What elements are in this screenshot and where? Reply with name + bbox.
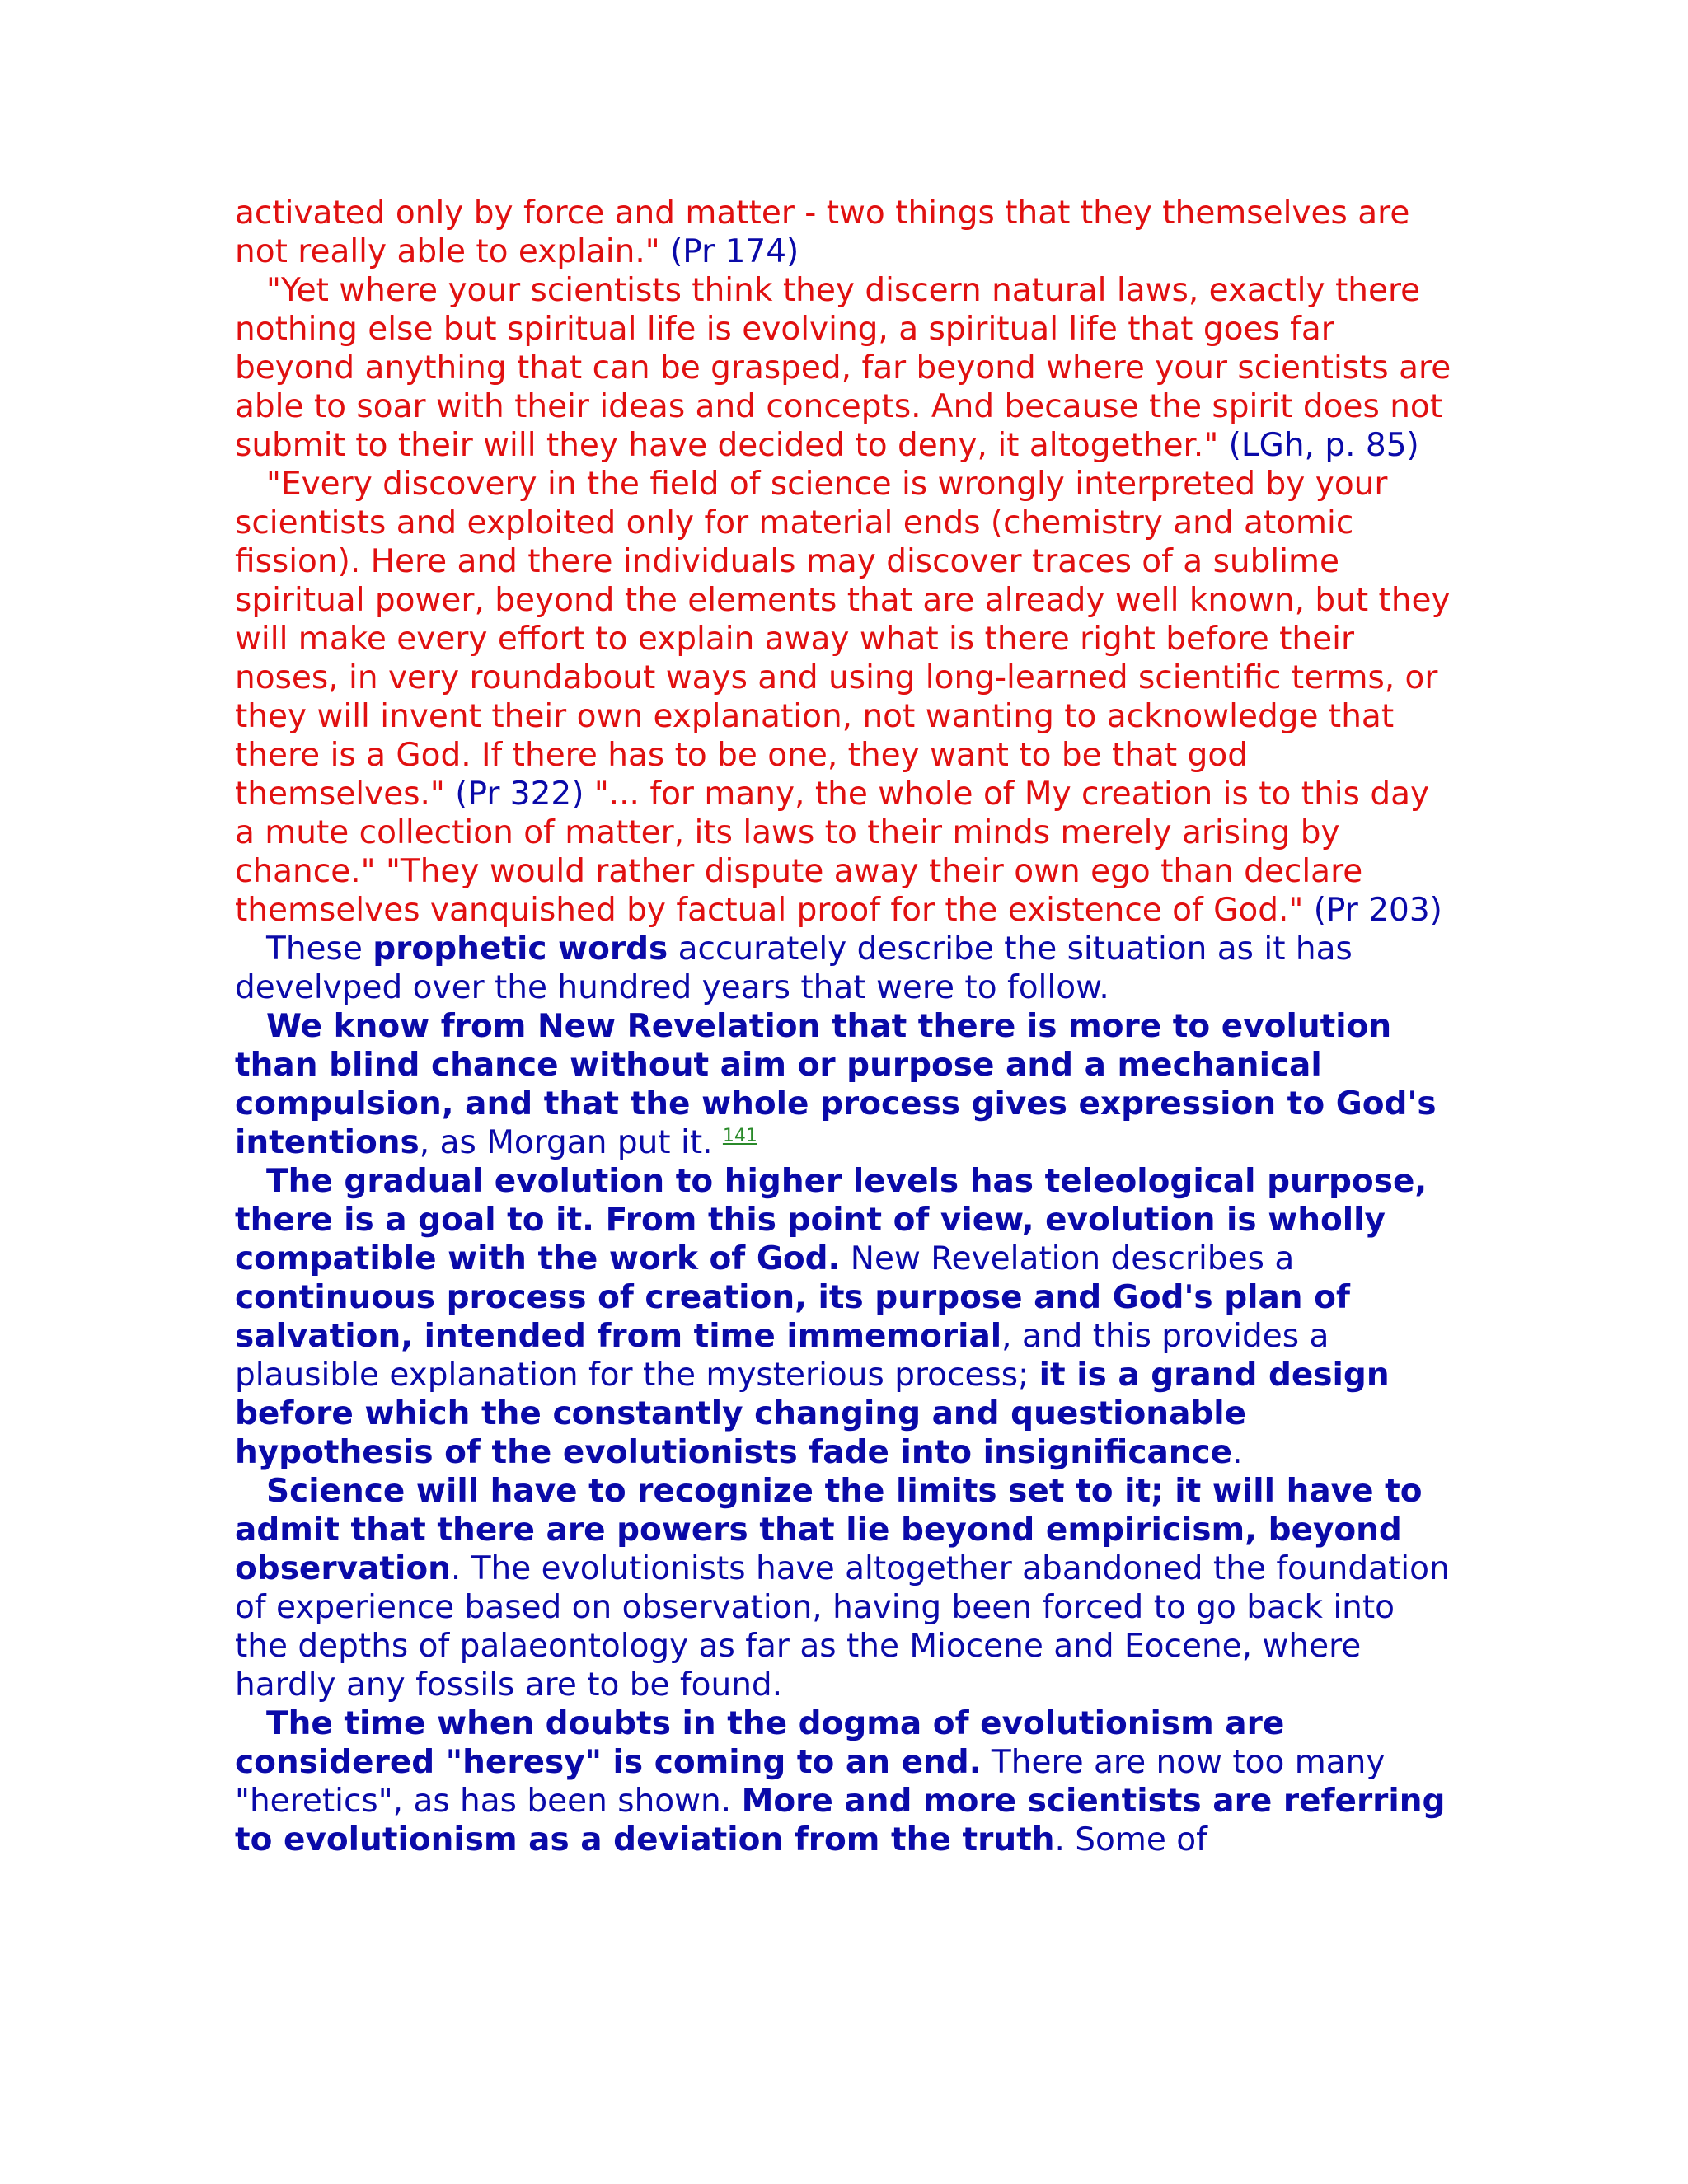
bold-text: We know from New Revelation that there is more to evolution than blind chance without aim or purpose and a mechanical compulsion, and that the whole process gives expression to God's intentions: [235, 1008, 1437, 1161]
quote-text: activated only by force and matter - two things that they themselves are not really able to explain.": [235, 194, 1410, 270]
paragraph-prophetic-words: [235, 930, 1455, 1007]
quote-text: "... for many, the whole of My creation is to this day a mute collection of matter, its laws to their minds merely arising by chance." "They would rather dispute away their own ego than declare themselves vanquished by factual proof for the existence of God.": [235, 776, 1430, 929]
bold-text: The time when doubts in the dogma of evolutionism are considered "heresy" is coming to an end.: [235, 1705, 1285, 1781]
bold-text: More and more scientists are referring to evolutionism as a deviation from the truth: [235, 1783, 1446, 1858]
quote-text: "Yet where your scientists think they discern natural laws, exactly there nothing else but spiritual life is evolving, a spiritual life that goes far beyond anything that can be grasped, far beyond where your scientists are able to soar with their ideas and concepts. And because the spirit does not submit to their will they have decided to deny, it altogether.": [235, 272, 1451, 464]
body-text: , as Morgan put it.: [419, 1124, 723, 1161]
bold-text: prophetic words: [373, 930, 668, 968]
bold-text: continuous process of creation, its purpose and God's plan of salvation, intended from time immemorial: [235, 1279, 1350, 1355]
body-text: These: [266, 930, 373, 968]
paragraph-science-limits: [235, 1472, 1455, 1704]
bold-text: it is a grand design before which the constantly changing and questionable hypothesis of the evolutionists fade into insignificance: [235, 1357, 1390, 1471]
document-page: [235, 194, 1455, 1859]
paragraph-quote-pr322: [235, 465, 1455, 930]
body-text: There are now too many "heretics", as has been shown.: [235, 1744, 1386, 1820]
body-text: , and this provides a plausible explanation for the mysterious process;: [235, 1318, 1329, 1394]
body-text: New Revelation describes a: [840, 1240, 1295, 1277]
citation: (LGh, p. 85): [1228, 427, 1419, 464]
paragraph-gradual-evolution: [235, 1162, 1455, 1472]
body-text: accurately describe the situation as it has develvped over the hundred years that were to follow.: [235, 930, 1353, 1006]
paragraph-quote-pr174: [235, 194, 1455, 271]
body-text: . Some of: [1054, 1821, 1207, 1858]
footnote-link[interactable]: 141: [722, 1126, 757, 1146]
body-text: . The evolutionists have altogether abandoned the foundation of experience based on observation, having been forced to go back into the depths of palaeontology as far as the Miocene and Eocene, where hardly any fossils are to be found.: [235, 1550, 1450, 1704]
quote-text: "Every discovery in the field of science is wrongly interpreted by your scientists and exploited only for material ends (chemistry and atomic fission). Here and there individuals may discover traces of a sublime spiritual power, beyond the elements that are already well known, but they will make every effort to explain away what is there right before their noses, in very roundabout ways and using long-learned scientific terms, or they will invent their own explanation, not wanting to acknowledge that there is a God. If there has to be one, they want to be that god themselves.": [235, 466, 1451, 813]
bold-text: Science will have to recognize the limits set to it; it will have to admit that there are powers that lie beyond empiricism, beyond observation: [235, 1473, 1423, 1587]
paragraph-heresy: [235, 1704, 1455, 1859]
citation: (Pr 174): [670, 233, 799, 270]
citation: (Pr 203): [1313, 892, 1442, 929]
paragraph-quote-lgh: [235, 271, 1455, 465]
citation: (Pr 322): [455, 776, 594, 813]
body-text: .: [1232, 1434, 1243, 1471]
paragraph-new-revelation: [235, 1007, 1455, 1162]
bold-text: The gradual evolution to higher levels has teleological purpose, there is a goal to it. From this point of view, evolution is wholly compatible with the work of God.: [235, 1163, 1428, 1277]
